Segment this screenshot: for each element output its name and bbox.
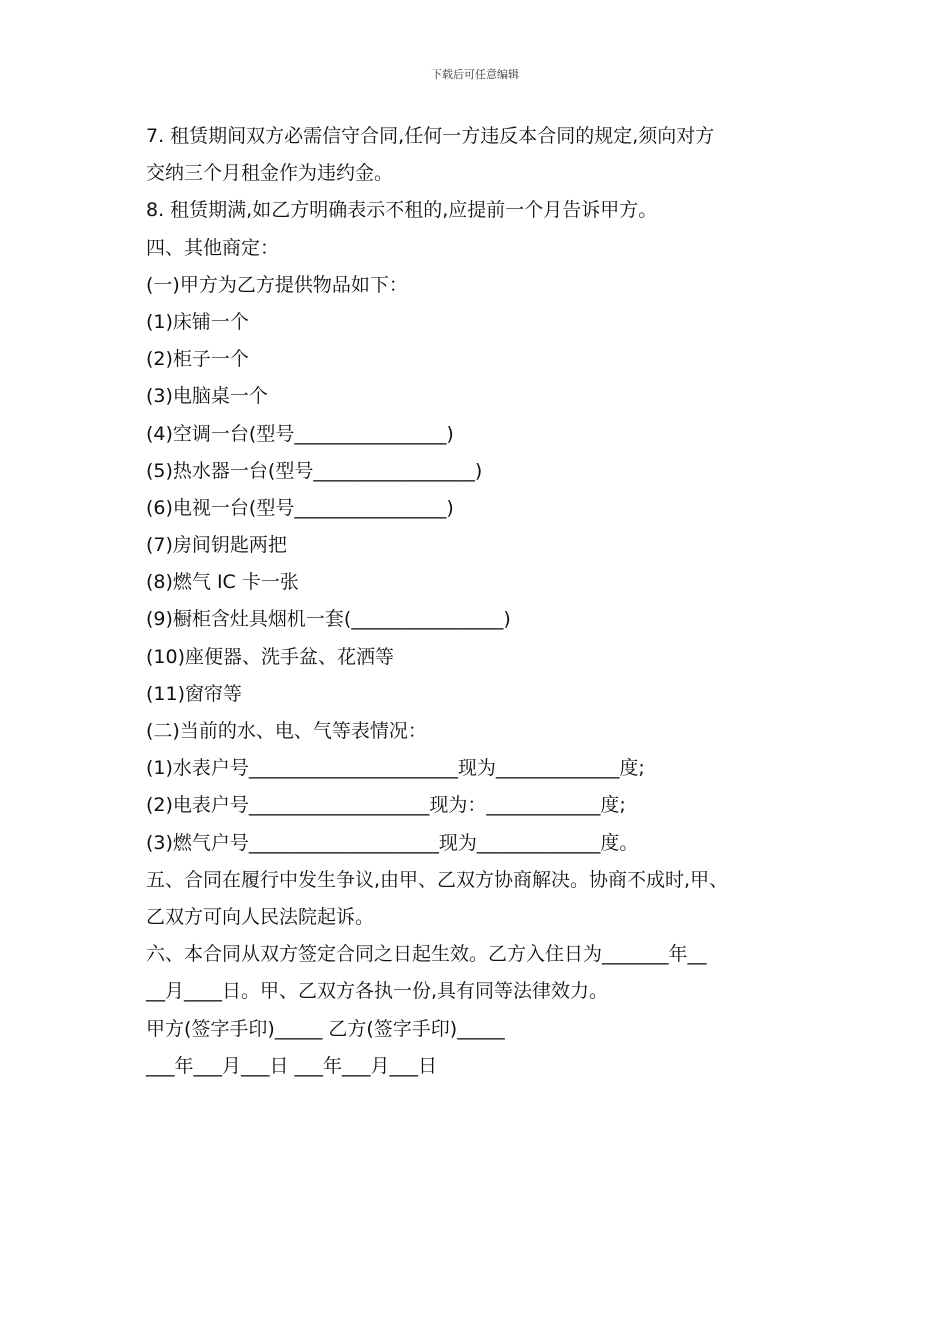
item-bathroom-fixtures: (10)座便器、洗手盆、花洒等	[146, 645, 395, 668]
meter-electric: (2)电表户号___________________现为：____________度;	[146, 794, 626, 817]
meter-water: (1)水表户号______________________现为_____________度;	[146, 757, 645, 780]
item-bed: (1)床铺一个	[146, 310, 249, 333]
item-air-conditioner: (4)空调一台(型号________________)	[146, 422, 454, 445]
item-water-heater: (5)热水器一台(型号_________________)	[146, 459, 483, 482]
subsection-2-heading: (二)当前的水、电、气等表情况：	[146, 720, 427, 742]
meter-gas: (3)燃气户号____________________现为_____________度。	[146, 831, 639, 854]
item-tv: (6)电视一台(型号________________)	[146, 496, 454, 519]
item-computer-desk: (3)电脑桌一个	[146, 385, 268, 408]
section-5-line-1: 五、合同在履行中发生争议,由甲、乙双方协商解决。协商不成时,甲、	[146, 868, 729, 891]
item-room-keys: (7)房间钥匙两把	[146, 534, 287, 557]
signature-line: 甲方(签字手印)_____ 乙方(签字手印)_____	[146, 1017, 505, 1040]
date-line: ___年___月___日 ___年___月___日	[146, 1054, 438, 1077]
subsection-1-heading: (一)甲方为乙方提供物品如下：	[146, 273, 408, 296]
item-cabinet: (2)柜子一个	[146, 348, 249, 371]
clause-8: 8. 租赁期满,如乙方明确表示不租的,应提前一个月告诉甲方。	[146, 199, 658, 222]
section-6-line-2: __月____日。甲、乙双方各执一份,具有同等法律效力。	[146, 980, 609, 1003]
item-curtains: (11)窗帘等	[146, 682, 243, 705]
section-4-heading: 四、其他商定：	[146, 236, 280, 259]
clause-7-line-2: 交纳三个月租金作为违约金。	[146, 162, 394, 185]
section-5-line-2: 乙双方可向人民法院起诉。	[146, 905, 375, 928]
clause-7-line-1: 7. 租赁期间双方必需信守合同,任何一方违反本合同的规定,须向对方	[146, 125, 715, 147]
section-6-line-1: 六、本合同从双方签定合同之日起生效。乙方入住日为_______年__	[146, 943, 707, 966]
page-header-note: 下载后可任意编辑	[431, 68, 519, 81]
item-gas-ic-card: (8)燃气 IC 卡一张	[146, 571, 299, 594]
item-kitchen-cabinet: (9)橱柜含灶具烟机一套(________________)	[146, 608, 511, 631]
document-body	[146, 118, 826, 1085]
